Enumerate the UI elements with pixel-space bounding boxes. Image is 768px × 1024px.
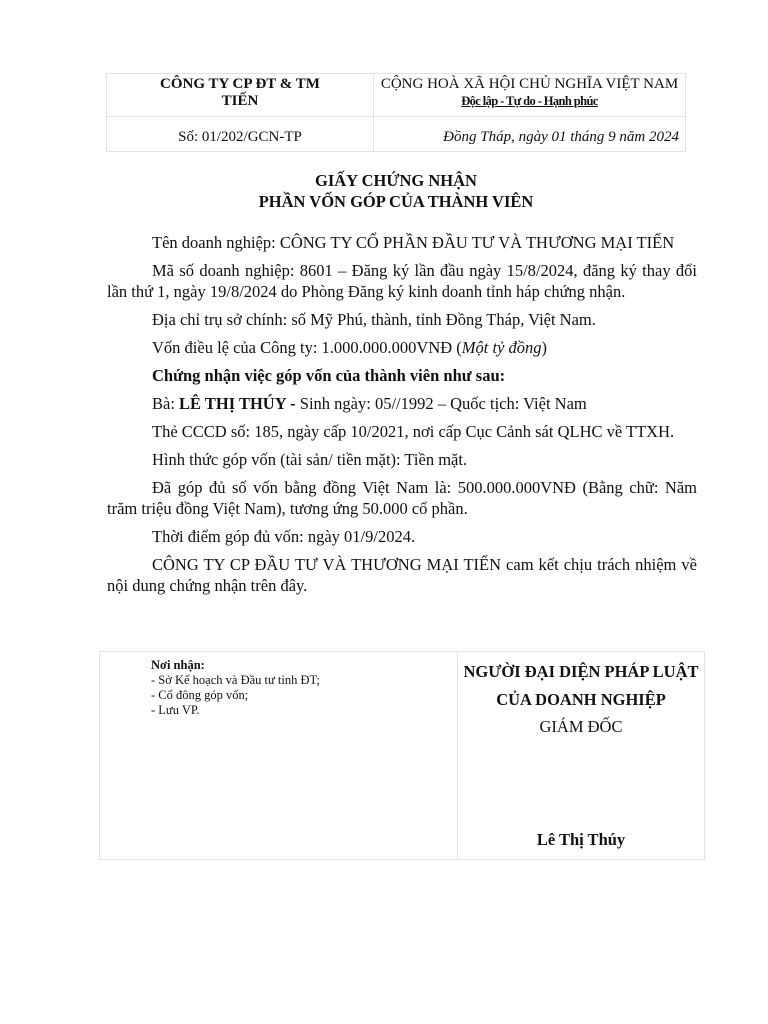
legal-representative-block — [458, 652, 705, 860]
id-card-paragraph: Thẻ CCCD số: 185, ngày cấp 10/2021, nơi cấp Cục Cảnh sát QLHC về TTXH. — [152, 422, 675, 441]
capital-suffix: ) — [541, 338, 548, 357]
capital-in-words: Một tỷ đồng — [461, 338, 542, 357]
representative-title-line-2: CỦA DOANH NGHIỆP — [496, 690, 666, 709]
document-number: Số: 01/202/GCN-TP — [107, 117, 374, 152]
recipient-item: - Lưu VP. — [151, 703, 200, 717]
company-name-paragraph: Tên doanh nghiệp: CÔNG TY CỔ PHẦN ĐẦU TƯ VÀ THƯƠNG MẠI TIẾN — [152, 233, 675, 252]
company-line-1: CÔNG TY CP ĐT & TM — [160, 76, 320, 92]
representative-name: Lê Thị Thúy — [536, 830, 626, 849]
capital-prefix: Vốn điều lệ của Công ty: 1.000.000.000VNĐ ( — [152, 338, 462, 357]
document-title: GIẤY CHỨNG NHẬN — [315, 171, 477, 190]
capital-paragraph — [107, 337, 697, 358]
contributed-amount-paragraph: Đã góp đủ số vốn bằng đồng Việt Nam là: 500.000.000VNĐ (Bằng chữ: Năm trăm triệu đồng Việt Nam), tương ứng 50.000 cổ phần. — [107, 478, 697, 518]
recipient-item: - Cổ đông góp vốn; — [151, 688, 249, 702]
signature-block — [99, 651, 705, 860]
certification-heading: Chứng nhận việc góp vốn của thành viên như sau: — [152, 366, 506, 385]
representative-position: GIÁM ĐỐC — [539, 717, 623, 736]
company-line-2: TIẾN — [221, 93, 259, 109]
address-paragraph: Địa chỉ trụ sở chính: số Mỹ Phú, thành, tỉnh Đồng Tháp, Việt Nam. — [152, 310, 596, 329]
representative-title-line-1: NGƯỜI ĐẠI DIỆN PHÁP LUẬT — [463, 662, 699, 681]
member-paragraph — [107, 393, 697, 414]
member-info: Sinh ngày: 05//1992 – Quốc tịch: Việt Nam — [295, 394, 587, 413]
issuing-company — [107, 74, 374, 117]
tax-code-paragraph: Mã số doanh nghiệp: 8601 – Đăng ký lần đầu ngày 15/8/2024, đăng ký thay đổi lần thứ 1, ngày 19/8/2024 do Phòng Đăng ký kinh doanh tỉnh háp chứng nhận. — [107, 261, 697, 301]
member-prefix: Bà: — [152, 394, 180, 413]
nation-name: CỘNG HOÀ XÃ HỘI CHỦ NGHĨA VIỆT NAM — [380, 76, 679, 92]
national-motto: Độc lập - Tự do - Hạnh phúc — [461, 94, 598, 108]
certificate-body — [107, 232, 697, 603]
document-subtitle: PHẦN VỐN GÓP CỦA THÀNH VIÊN — [258, 192, 534, 211]
contribution-form-paragraph: Hình thức góp vốn (tài sản/ tiền mặt): Tiền mặt. — [152, 450, 468, 469]
recipient-item: - Sở Kế hoạch và Đầu tư tỉnh ĐT; — [151, 673, 320, 687]
document-header — [106, 73, 686, 152]
recipients-block — [100, 652, 458, 860]
national-heading — [374, 74, 686, 117]
document-date: Đồng Tháp, ngày 01 tháng 9 năm 2024 — [374, 117, 686, 152]
commitment-paragraph: CÔNG TY CP ĐẦU TƯ VÀ THƯƠNG MẠI TIẾN cam kết chịu trách nhiệm về nội dung chứng nhận trên đây. — [107, 555, 697, 595]
recipients-title: Nơi nhận: — [151, 658, 205, 672]
member-name: LÊ THỊ THÚY - — [179, 394, 296, 413]
contribution-date-paragraph: Thời điểm góp đủ vốn: ngày 01/9/2024. — [152, 527, 416, 546]
